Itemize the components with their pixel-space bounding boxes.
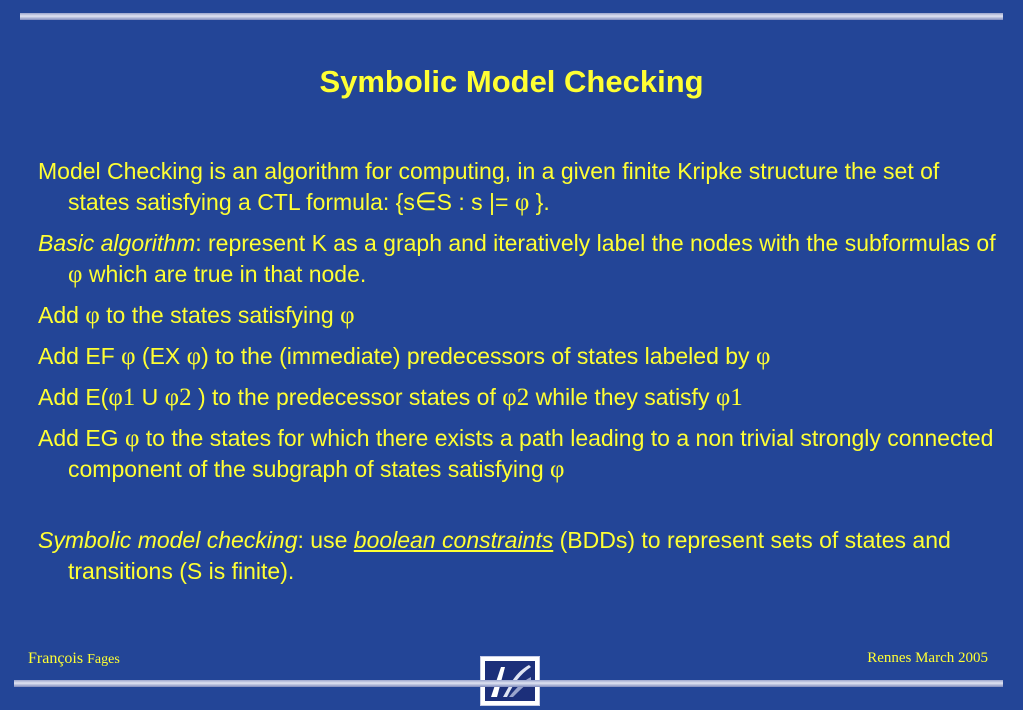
phi2-symbol: φ2 (502, 384, 530, 411)
paragraph-add-eu (38, 382, 998, 413)
text: (BDDs) to represent sets of states and transitions (S is finite). (68, 527, 951, 584)
phi-symbol: φ (85, 302, 100, 329)
phi-symbol: φ (340, 302, 355, 329)
paragraph-basic-algorithm (38, 228, 998, 290)
text: Add E( (38, 384, 109, 410)
text: : represent K as a graph and iteratively label the nodes with the subformulas of (195, 230, 996, 256)
bottom-rule (14, 680, 1003, 687)
phi1-symbol: φ1 (108, 384, 136, 411)
text: Add EG (38, 425, 125, 451)
basic-algorithm-label: Basic algorithm (38, 230, 196, 256)
text: : use (297, 527, 354, 553)
top-rule (20, 13, 1003, 20)
author-last-name: Fages (87, 652, 120, 667)
phi-symbol: φ (186, 343, 202, 370)
element-of-symbol: ∈ (414, 189, 437, 216)
paragraph-add-phi (38, 300, 998, 331)
text: S : s |= (436, 189, 515, 215)
slide-body (38, 156, 998, 597)
text: ) to the (immediate) predecessors of states labeled by (201, 343, 756, 369)
phi-symbol: φ (68, 261, 83, 288)
text: to the states satisfying (99, 302, 341, 328)
text: U (135, 384, 165, 410)
phi2-symbol: φ2 (164, 384, 192, 411)
symbolic-model-checking-label: Symbolic model checking (38, 527, 298, 553)
text: Model Checking is an algorithm for computing, in a given finite Kripke structure the set of states satisfying a CTL formula: {s (38, 158, 940, 215)
paragraph-symbolic-model-checking (38, 525, 998, 587)
footer-author (28, 650, 120, 668)
phi-symbol: φ (550, 456, 565, 483)
phi-symbol: φ (755, 343, 771, 370)
text: to the states for which there exists a path leading to a non trivial strongly connected component of the subgraph of states satisfying (68, 425, 994, 482)
paragraph-definition (38, 156, 998, 218)
text: Add (38, 302, 86, 328)
phi-symbol: φ (121, 343, 136, 370)
boolean-constraints-link[interactable]: boolean constraints (353, 527, 554, 553)
text: Add EF (38, 343, 122, 369)
text: ) to the predecessor states of (191, 384, 503, 410)
slide-title: Symbolic Model Checking (319, 64, 704, 99)
phi1-symbol: φ1 (715, 384, 743, 411)
phi-symbol: φ (124, 425, 140, 452)
author-first-name: François (28, 650, 84, 667)
text: }. (529, 189, 550, 215)
footer-date: Rennes March 2005 (867, 650, 988, 666)
paragraph-add-ef (38, 341, 998, 372)
text: which are true in that node. (82, 261, 367, 287)
paragraph-add-eg (38, 423, 998, 485)
text: (EX (135, 343, 187, 369)
phi-symbol: φ (514, 189, 530, 216)
text: while they satisfy (529, 384, 716, 410)
